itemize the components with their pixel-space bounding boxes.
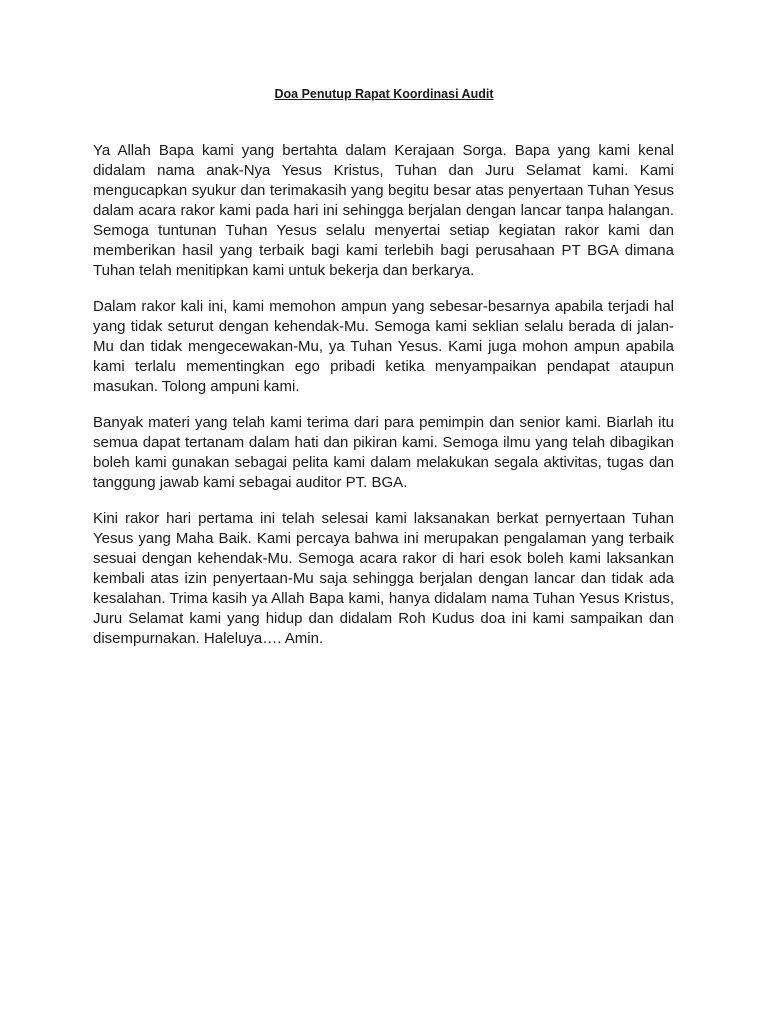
document-title: Doa Penutup Rapat Koordinasi Audit bbox=[274, 87, 494, 101]
document-body bbox=[93, 141, 674, 665]
paragraph-1: Ya Allah Bapa kami yang bertahta dalam Kerajaan Sorga. Bapa yang kami kenal didalam nama anak-Nya Yesus Kristus, Tuhan dan Juru Selamat kami. Kami mengucapkan syukur dan terimakasih yang begitu besar atas penyertaan Tuhan Yesus dalam acara rakor kami pada hari ini sehingga berjalan dengan lancar tanpa halangan. Semoga tuntunan Tuhan Yesus selalu menyertai setiap kegiatan rakor kami dan memberikan hasil yang terbaik bagi kami terlebih bagi perusahaan PT BGA dimana Tuhan telah menitipkan kami untuk bekerja dan berkarya. bbox=[93, 142, 674, 279]
paragraph-2: Dalam rakor kali ini, kami memohon ampun yang sebesar-besarnya apabila terjadi hal yang tidak seturut dengan kehendak-Mu. Semoga kami seklian selalu berada di jalan-Mu dan tidak mengecewakan-Mu, ya Tuhan Yesus. Kami juga mohon ampun apabila kami terlalu mementingkan ego pribadi ketika menyampaikan pendapat ataupun masukan. Tolong ampuni kami. bbox=[93, 298, 674, 395]
paragraph-4: Kini rakor hari pertama ini telah selesai kami laksanakan berkat pernyertaan Tuhan Yesus yang Maha Baik. Kami percaya bahwa ini merupakan pengalaman yang terbaik sesuai dengan kehendak-Mu. Semoga acara rakor di hari esok boleh kami laksankan kembali atas izin penyertaan-Mu saja sehingga berjalan dengan lancar dan tidak ada kesalahan. Trima kasih ya Allah Bapa kami, hanya didalam nama Tuhan Yesus Kristus, Juru Selamat kami yang hidup dan didalam Roh Kudus doa ini kami sampaikan dan disempurnakan. Haleluya…. Amin. bbox=[93, 510, 674, 647]
paragraph-3: Banyak materi yang telah kami terima dari para pemimpin dan senior kami. Biarlah itu semua dapat tertanam dalam hati dan pikiran kami. Semoga ilmu yang telah dibagikan boleh kami gunakan sebagai pelita kami dalam melakukan segala aktivitas, tugas dan tanggung jawab kami sebagai auditor PT. BGA. bbox=[93, 414, 674, 491]
